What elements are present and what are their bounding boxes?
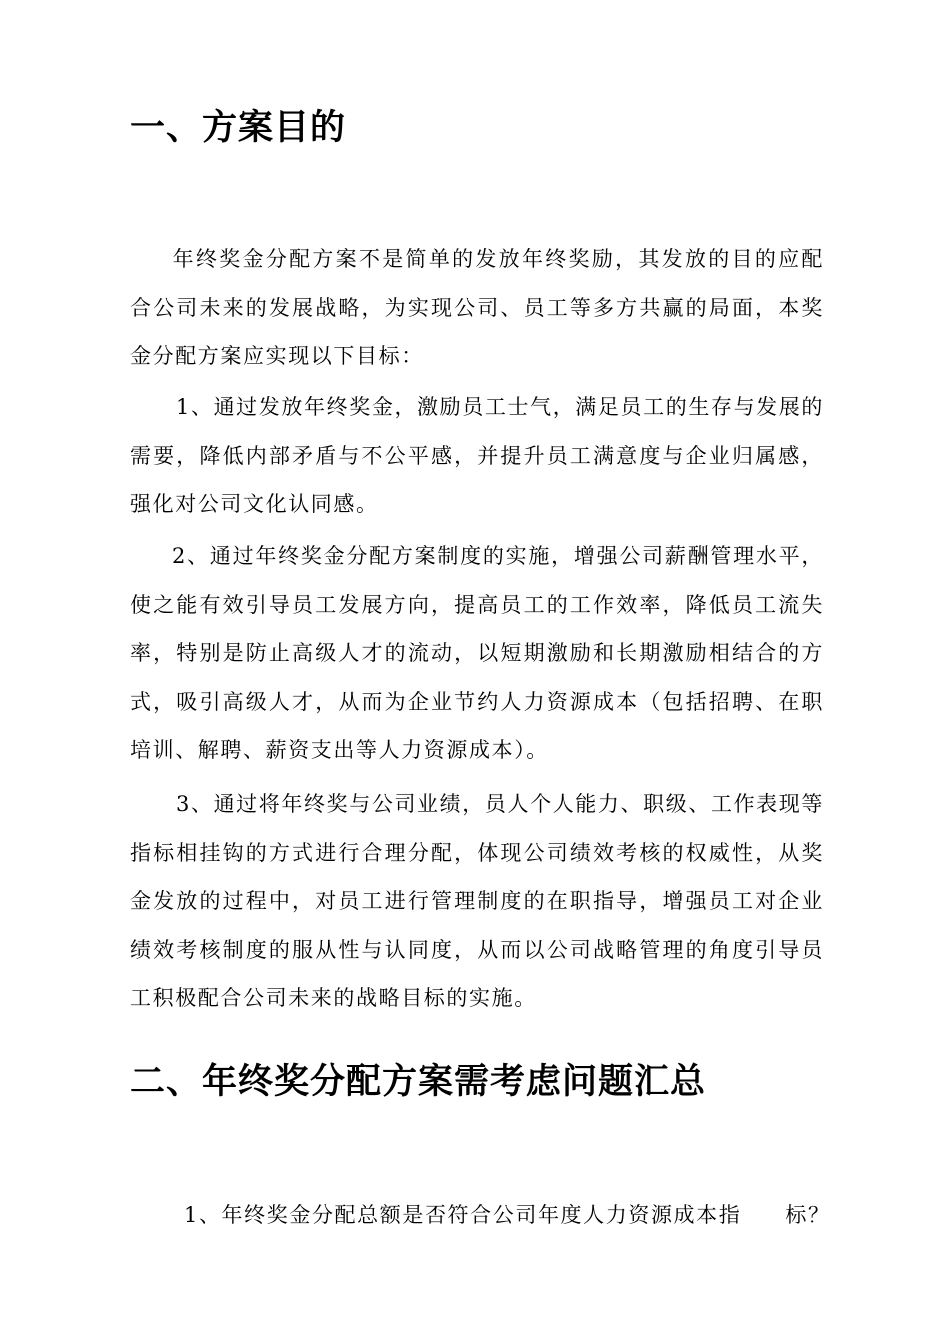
intro-paragraph	[130, 235, 824, 381]
goal-text-3: 3、通过将年终奖与公司业绩，员人个人能力、职级、工作表现等指标相挂钩的方式进行合理分配，体现公司绩效考核的权威性，从奖金发放的过程中，对员工进行管理制度的在职指导，增强员工对企业绩效考核制度的服从性与认同度，从而以公司战略管理的角度引导员工积极配合公司未来的战略目标的实施。	[130, 792, 824, 1011]
goal-paragraph-2	[130, 532, 824, 775]
goal-paragraph-3	[130, 780, 824, 1023]
goal-paragraph-1	[130, 383, 824, 529]
question-text-part-1: 1、年终奖金分配总额是否符合公司年度人力资源成本指	[184, 1203, 742, 1227]
intro-text: 年终奖金分配方案不是简单的发放年终奖励，其发放的目的应配合公司未来的发展战略，为实现公司、员工等多方共赢的局面，本奖金分配方案应实现以下目标：	[130, 247, 824, 369]
question-item-1	[184, 1195, 831, 1235]
section-1-heading: 一、方案目的	[130, 108, 347, 148]
goal-text-2: 2、通过年终奖金分配方案制度的实施，增强公司薪酬管理水平，使之能有效引导员工发展方向，提高员工的工作效率，降低员工流失率，特别是防止高级人才的流动，以短期激励和长期激励相结合的方式，吸引高级人才，从而为企业节约人力资源成本（包括招聘、在职培训、解聘、薪资支出等人力资源成本）。	[130, 544, 824, 763]
goal-text-1: 1、通过发放年终奖金，激励员工士气，满足员工的生存与发展的需要，降低内部矛盾与不公平感，并提升员工满意度与企业归属感，强化对公司文化认同感。	[130, 395, 824, 517]
question-text-part-2: 标？	[785, 1203, 831, 1227]
section-2-heading: 二、年终奖分配方案需考虑问题汇总	[130, 1062, 707, 1102]
